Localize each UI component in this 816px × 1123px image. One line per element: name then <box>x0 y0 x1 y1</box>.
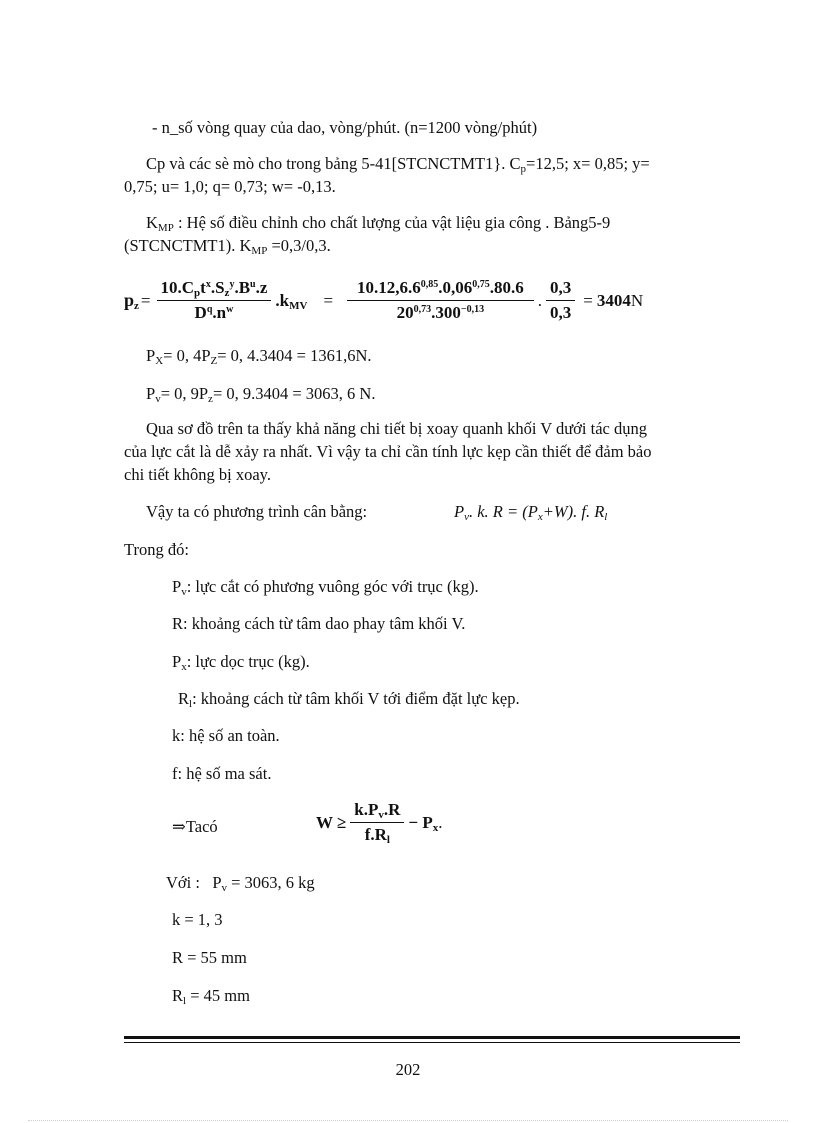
cutting-force-formula <box>124 278 643 323</box>
trong-do-heading: Trong đó: <box>124 540 189 559</box>
px-equation: $P_X= 0$, $4P_Z= 0$, 4.3404 = 1361,6N. <box>146 346 372 367</box>
equals-sign: = <box>140 290 151 310</box>
paragraph-analysis-1: Qua sơ đồ trên ta thấy khả năng chi tiết bị xoay quanh khối V dưới tác dụng <box>146 419 647 438</box>
w-lhs: W ≥ <box>316 812 347 832</box>
definition-item: $R_l$: khoảng cách từ tâm khối V tới điểm đặt lực kẹp. <box>178 689 520 710</box>
pv-equation: $P_v= 0$, $9P_z= 0$, 9.3404 = 3063, 6 N. <box>146 384 376 405</box>
pz-symbol: p <box>124 290 135 310</box>
equals-sign-3: = <box>583 290 593 310</box>
cp-values-text: =12,5; x= 0,85; y= <box>526 154 650 173</box>
formula-fraction-kmv <box>546 278 575 323</box>
numeric-numerator: 10.12,6.6$^{0,85}$.0,06$^{0,75}$.80.6 <box>347 278 534 301</box>
paragraph-kmp-line2 <box>124 235 331 257</box>
kmp-subscript-2: MP <box>251 245 268 257</box>
value-r1: $R_l = 45$ mm <box>172 986 250 1007</box>
paragraph-cp-coefficients-line2 <box>124 176 336 198</box>
n-definition-text: - n_số vòng quay của dao, vòng/phút. (n=1200 vòng/phút) <box>152 118 538 137</box>
paragraph-cp-coefficients <box>146 153 650 175</box>
clamping-numerator: $k.P_v.R$ <box>350 800 404 823</box>
balance-equation-line <box>146 501 367 523</box>
formula-fraction-numeric <box>347 278 534 323</box>
kmp-text: : Hệ số điều chỉnh cho chất lượng của vật liệu gia công . Bảng5-9 <box>173 213 611 232</box>
page-bottom-dotted-border <box>28 1120 788 1121</box>
kmp-line2-value: =0,3/0,3. <box>267 236 331 255</box>
formula2-end: . <box>438 812 443 832</box>
cp-subscript: p <box>520 163 527 175</box>
pz-unit: N <box>630 290 644 310</box>
kmp-symbol: K <box>146 213 158 232</box>
fraction-denominator: $D^q.n^w$ <box>194 303 234 322</box>
definition-item: R: khoảng cách từ tâm dao phay tâm khối V. <box>172 614 466 633</box>
kmp-line2-text: (STCNCTMT1). K <box>124 236 252 255</box>
kmv-factor: $.k_{MV}$ <box>275 290 308 312</box>
definition-item: k: hệ số an toàn. <box>172 726 280 745</box>
paragraph-analysis-3: chi tiết không bị xoay. <box>124 465 271 484</box>
balance-text: Vậy ta có phương trình cân bằng: <box>146 502 368 521</box>
value-pv: Với : $P_v = 3063$, 6 kg <box>166 873 315 894</box>
fraction-numerator: $10.C_pt^x.S_z^y.B^u.z$ <box>157 278 272 301</box>
footer-rule-thin <box>124 1042 740 1043</box>
formula-fraction-general <box>157 278 272 323</box>
balance-equation: $P_v$. k. $R = (P_x+W)$. f. $R_l$ <box>454 502 608 523</box>
numeric-denominator: $20^{0,73}.300^{-0,13}$ <box>396 303 485 322</box>
minus-px: − $P_x$ <box>408 812 439 834</box>
pz-subscript: z <box>134 300 139 312</box>
definition-item: $P_v$: lực cắt có phương vuông góc với trục (kg). <box>172 577 479 598</box>
value-r: R = 55 mm <box>172 948 247 967</box>
value-k: k = 1, 3 <box>172 910 223 929</box>
page-number: 202 <box>395 1060 421 1079</box>
cp-lead-text: Cp và các sè mò cho trong bảng 5-41[STCNCTMT1}. C <box>146 154 521 173</box>
definition-item: $P_x$: lực dọc trục (kg). <box>172 652 310 673</box>
clamping-force-formula <box>316 800 442 845</box>
pz-result: 3404 <box>596 290 631 310</box>
multiply-dot: . <box>537 290 543 310</box>
footer-rule-thick <box>124 1036 740 1039</box>
paragraph-kmp <box>146 212 610 234</box>
cp-values-line2: 0,75; u= 1,0; q= 0,73; w= -0,13. <box>124 177 336 196</box>
kmv-denominator: 0,3 <box>550 303 572 322</box>
equals-sign-2: = <box>323 290 334 310</box>
clamping-fraction <box>350 800 404 845</box>
paragraph-n-definition <box>152 117 537 139</box>
paragraph-analysis-2: của lực cắt là dễ xảy ra nhất. Vì vậy ta chỉ cần tính lực kẹp cần thiết để đảm bảo <box>124 442 652 461</box>
formula2-lead: ⇒Tacó <box>172 817 218 836</box>
definition-item: f: hệ số ma sát. <box>172 764 272 783</box>
clamping-denominator: $f.R_l$ <box>364 825 390 846</box>
kmv-numerator: 0,3 <box>546 278 575 301</box>
kmp-subscript: MP <box>157 222 174 234</box>
